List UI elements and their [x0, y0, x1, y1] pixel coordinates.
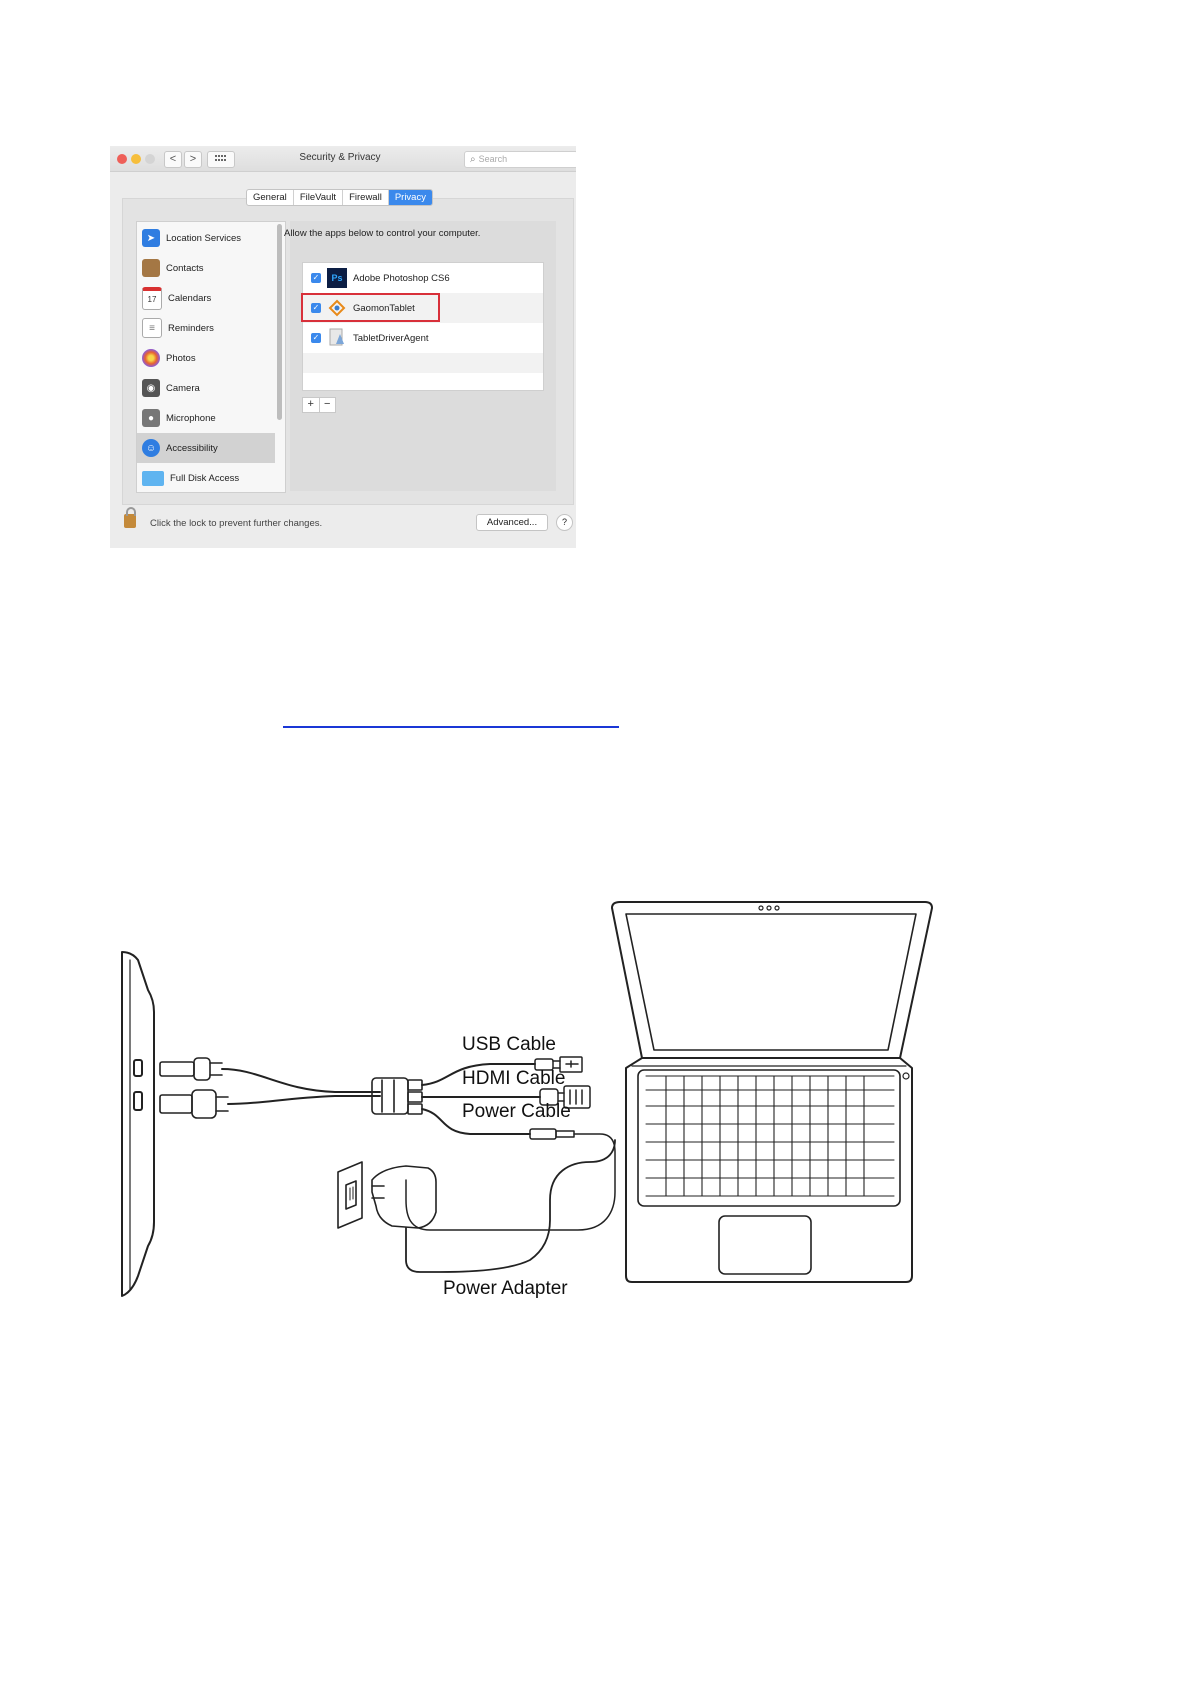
- advanced-button[interactable]: Advanced...: [476, 514, 548, 531]
- sidebar-item-label: Microphone: [166, 412, 216, 424]
- add-remove-controls: [302, 397, 336, 413]
- accessibility-icon: ☺: [142, 439, 160, 457]
- sidebar-item-contacts[interactable]: [137, 253, 275, 283]
- empty-list-row: [303, 353, 543, 373]
- close-window-button[interactable]: [117, 154, 127, 164]
- tab-filevault[interactable]: FileVault: [294, 190, 343, 205]
- tab-bar: [246, 189, 433, 206]
- power-adapter: [372, 1140, 615, 1272]
- photos-flower-icon: [142, 349, 160, 367]
- sidebar-item-label: Full Disk Access: [170, 472, 240, 484]
- tab-privacy[interactable]: Privacy: [389, 190, 432, 205]
- sidebar-item-label: Photos: [166, 352, 196, 364]
- touchpad: [719, 1216, 811, 1274]
- tab-general[interactable]: General: [247, 190, 294, 205]
- calendar-day: 17: [147, 295, 157, 304]
- tablet-driver-agent-icon: [327, 328, 347, 348]
- add-app-button[interactable]: +: [303, 398, 320, 412]
- minimize-window-button[interactable]: [131, 154, 141, 164]
- remove-app-button[interactable]: −: [324, 398, 331, 410]
- search-placeholder: Search: [478, 154, 508, 164]
- hdmi-lead: [228, 1096, 380, 1104]
- laptop: [612, 902, 932, 1282]
- location-arrow-icon: ➤: [142, 229, 160, 247]
- power-plug: [406, 1129, 615, 1230]
- permissions-description: Allow the apps below to control your computer.: [284, 228, 481, 239]
- microphone-icon: ●: [142, 409, 160, 427]
- window-title: Security & Privacy: [299, 152, 381, 163]
- privacy-category-list[interactable]: [136, 221, 286, 493]
- app-row-photoshop[interactable]: [303, 263, 543, 293]
- allowed-apps-list: [302, 262, 544, 391]
- app-label: GaomonTablet: [353, 302, 415, 314]
- sidebar-item-photos[interactable]: [137, 343, 275, 373]
- title-bar: [110, 146, 576, 172]
- search-input[interactable]: [464, 151, 576, 168]
- tablet-hdmi-port: [134, 1092, 142, 1110]
- sidebar-item-label: Contacts: [166, 262, 204, 274]
- sidebar-item-calendars[interactable]: [137, 283, 275, 313]
- sidebar-item-label: Location Services: [166, 232, 241, 244]
- sidebar-item-microphone[interactable]: [137, 403, 275, 433]
- back-button[interactable]: <: [164, 151, 182, 168]
- sidebar-item-camera[interactable]: [137, 373, 275, 403]
- contacts-book-icon: [142, 259, 160, 277]
- hdmi-cable-label: HDMI Cable: [462, 1068, 566, 1089]
- search-icon: ⌕: [470, 154, 476, 165]
- sidebar-item-full-disk-access[interactable]: [137, 463, 275, 493]
- usb-lead: [222, 1069, 380, 1092]
- gaomontablet-highlight-box: [301, 293, 440, 322]
- photoshop-icon: Ps: [327, 268, 347, 288]
- grid-icon: [215, 155, 227, 163]
- app-label: Adobe Photoshop CS6: [353, 272, 450, 284]
- calendar-icon: [142, 287, 162, 310]
- app-checkbox[interactable]: ✓: [312, 273, 320, 282]
- app-checkbox[interactable]: ✓: [312, 333, 320, 342]
- app-row-tabletdriveragent[interactable]: [303, 323, 543, 353]
- power-cable-label: Power Cable: [462, 1101, 571, 1122]
- sidebar-item-label: Accessibility: [166, 442, 218, 454]
- reminders-icon: ≡: [142, 318, 162, 338]
- forward-button[interactable]: >: [184, 151, 202, 168]
- app-checkbox[interactable]: ✓: [312, 303, 320, 312]
- sidebar-item-reminders[interactable]: [137, 313, 275, 343]
- app-label: TabletDriverAgent: [353, 332, 429, 344]
- tab-firewall[interactable]: Firewall: [343, 190, 389, 205]
- sidebar-item-label: Calendars: [168, 292, 212, 304]
- sidebar-item-accessibility[interactable]: [137, 433, 275, 463]
- help-button[interactable]: ?: [556, 514, 573, 531]
- tablet-usb-port: [134, 1060, 142, 1076]
- usb-cable-label: USB Cable: [462, 1034, 556, 1055]
- sidebar-item-label: Camera: [166, 382, 200, 394]
- zoom-window-button[interactable]: [145, 154, 155, 164]
- tablet-side-connectors: [160, 1058, 228, 1118]
- show-all-grid-button[interactable]: [207, 151, 235, 168]
- power-adapter-label: Power Adapter: [443, 1278, 568, 1299]
- security-privacy-window: [110, 146, 576, 548]
- connection-diagram: [110, 900, 940, 1300]
- lock-status-text: Click the lock to prevent further changes.: [150, 518, 323, 529]
- sidebar-item-label: Reminders: [168, 322, 214, 334]
- keyboard-keys: [646, 1076, 894, 1196]
- folder-icon: [142, 471, 164, 486]
- camera-icon: ◉: [142, 379, 160, 397]
- lock-icon[interactable]: [124, 514, 136, 528]
- wall-outlet: [338, 1162, 362, 1228]
- sidebar-item-location-services[interactable]: [137, 223, 275, 253]
- sidebar-scrollbar[interactable]: [277, 224, 282, 420]
- pen-display-tablet: [122, 952, 154, 1296]
- hyperlink-underline[interactable]: [283, 726, 619, 728]
